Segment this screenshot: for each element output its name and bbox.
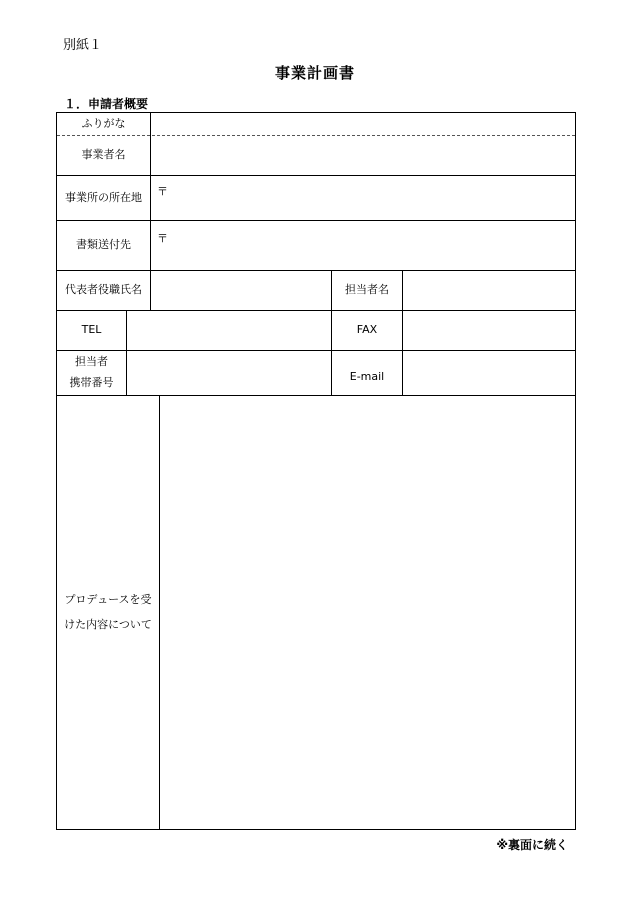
mailing-address-label: 書類送付先 [76, 238, 131, 252]
applicant-form [56, 112, 576, 830]
person-in-charge-label: 担当者名 [345, 283, 389, 297]
col-divider [402, 270, 403, 395]
row-divider [57, 350, 575, 351]
tel-label: TEL [81, 323, 102, 337]
col-divider [159, 395, 160, 829]
mobile-label [57, 351, 126, 395]
postal-mark-office: 〒 [157, 185, 168, 198]
row-divider [57, 310, 575, 311]
mobile-label-line1: 担当者 [75, 355, 108, 369]
mobile-label-line2: 携帯番号 [69, 376, 114, 389]
page-title: 事業計画書 [274, 64, 355, 82]
furigana-label: ふりがな [81, 116, 126, 130]
section-heading: １．申請者概要 [64, 97, 149, 111]
fax-label: FAX [356, 323, 378, 337]
office-address-label: 事業所の所在地 [65, 190, 142, 204]
representative-label: 代表者役職氏名 [65, 283, 142, 297]
attachment-label: 別紙１ [63, 38, 103, 53]
business-name-label: 事業者名 [81, 148, 126, 162]
col-divider [150, 113, 151, 310]
postal-mark-mailing: 〒 [157, 232, 168, 245]
produce-content-label [57, 396, 159, 829]
produce-label-line2: けた内容について [64, 617, 152, 631]
continued-note: ※裏面に続く [496, 838, 568, 852]
email-label: E-mail [349, 369, 385, 383]
col-divider [126, 310, 127, 395]
produce-label-line1: プロデュースを受 [64, 593, 152, 607]
